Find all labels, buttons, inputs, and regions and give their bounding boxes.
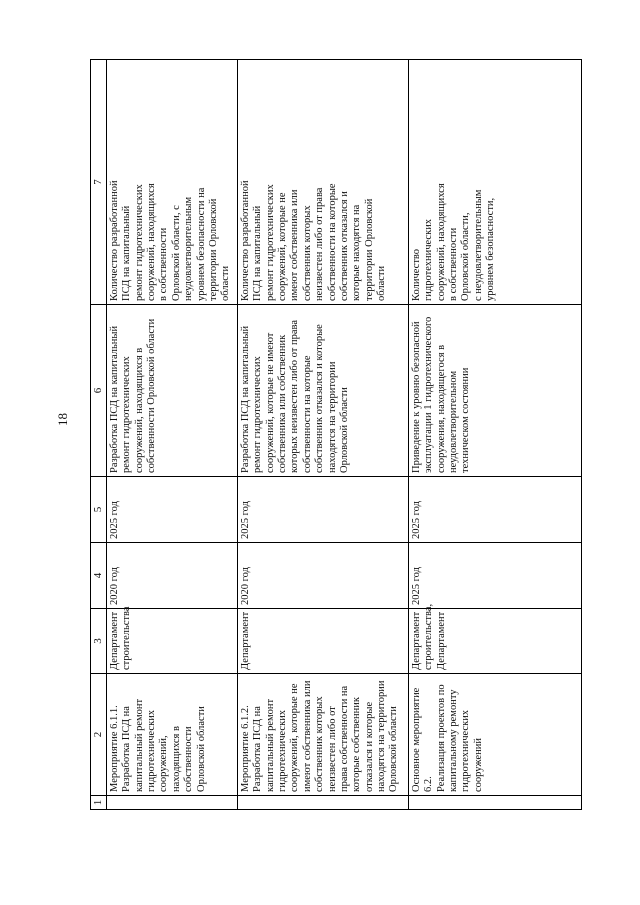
executor-cell: Департамент bbox=[237, 609, 408, 674]
header-cell-5: 5 bbox=[91, 477, 107, 543]
start-year-cell: 2020 год bbox=[106, 543, 237, 609]
table-header-row bbox=[91, 60, 107, 810]
row-number-cell bbox=[408, 796, 581, 810]
expected-result-cell: Разработка ПСД на капитальный ремонт гидротехнических сооружений, находящихся в собственности Орловской области bbox=[106, 305, 237, 477]
measure-name-cell: Основное мероприятие 6.2. Реализация проектов по капитальному ремонту гидротехнических сооружений bbox=[408, 674, 581, 796]
table-row bbox=[408, 60, 581, 810]
measure-name-cell: Мероприятие 6.1.1. Разработка ПСД на капитальный ремонт гидротехнических сооружений, находящихся в собственности Орловской области bbox=[106, 674, 237, 796]
measures-table bbox=[90, 59, 582, 810]
measure-name-cell: Мероприятие 6.1.2. Разработка ПСД на капитальный ремонт гидротехнических сооружений, которые не имеют собственника или собственник которых неизвестен либо от права собственности на которые собственник отказался и которые находятся на территории Орловской области bbox=[237, 674, 408, 796]
table-row bbox=[106, 60, 237, 810]
header-cell-2: 2 bbox=[91, 674, 107, 796]
page-number: 18 bbox=[55, 413, 70, 426]
header-cell-7: 7 bbox=[91, 60, 107, 305]
indicator-cell: Количество разработанной ПСД на капитальный ремонт гидротехнических сооружений, находящихся в собственности Орловской области, с неудовлетворительным уровнем безопасности на территории Орловской области bbox=[106, 60, 237, 305]
indicator-cell: Количество гидротехнических сооружений, находящихся в собственности Орловской области, с неудовлетворительным уровнем безопасности, bbox=[408, 60, 581, 305]
row-number-cell bbox=[237, 796, 408, 810]
end-year-cell: 2025 год bbox=[237, 477, 408, 543]
end-year-cell: 2025 год bbox=[106, 477, 237, 543]
expected-result-cell: Разработка ПСД на капитальный ремонт гидротехнических сооружений, которые не имеют собственника или собственник которых неизвестен либо от права собственности на которые собственник отказался и которые находятся на территории Орловской области bbox=[237, 305, 408, 477]
header-cell-3: 3 bbox=[91, 609, 107, 674]
expected-result-cell: Приведение к уровню безопасной эксплуатации 1 гидротехнического сооружения, находящегося в неудовлетворительном техническом состоянии bbox=[408, 305, 581, 477]
start-year-cell: 2020 год bbox=[237, 543, 408, 609]
row-number-cell bbox=[106, 796, 237, 810]
table-row bbox=[237, 60, 408, 810]
rotated-table-container bbox=[90, 60, 630, 810]
executor-cell: Департамент строительства, Департамент bbox=[408, 609, 581, 674]
end-year-cell: 2025 год bbox=[408, 477, 581, 543]
start-year-cell: 2025 год bbox=[408, 543, 581, 609]
header-cell-6: 6 bbox=[91, 305, 107, 477]
executor-cell: Департамент строительства bbox=[106, 609, 237, 674]
header-cell-4: 4 bbox=[91, 543, 107, 609]
header-cell-1: 1 bbox=[91, 796, 107, 810]
indicator-cell: Количество разработанной ПСД на капитальный ремонт гидротехнических сооружений, которые не имеют собственника или собственник которых неизвестен либо от права собственности на которые собственник отказался и которые находятся на территории Орловской области bbox=[237, 60, 408, 305]
